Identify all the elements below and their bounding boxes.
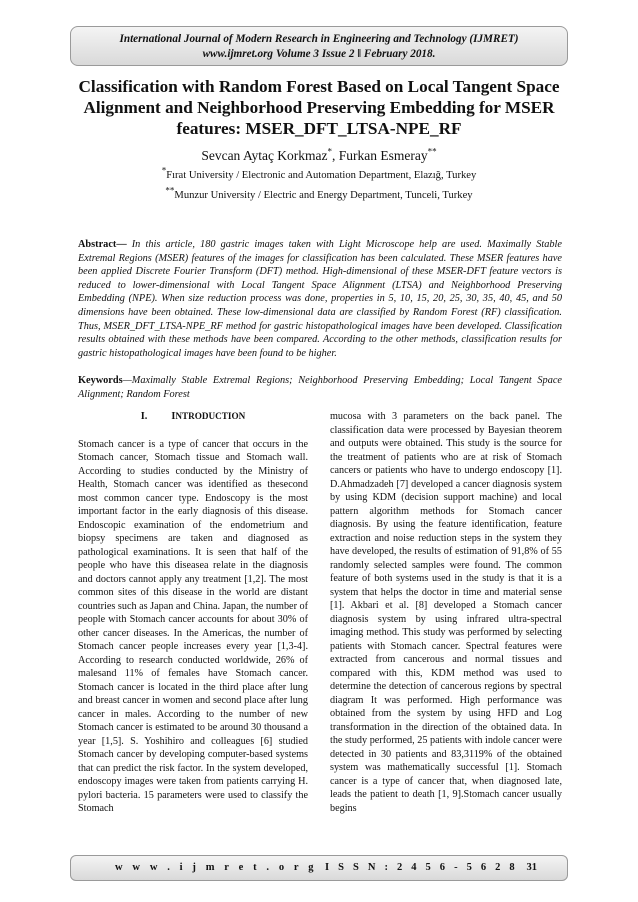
affiliation-2-mark: **	[165, 185, 175, 196]
right-column	[330, 410, 562, 815]
keywords-text: —Maximally Stable Extremal Regions; Neighborhood Preserving Embedding; Local Tangent Space Alignment; Random Forest	[78, 375, 562, 400]
abstract-label: Abstract—	[78, 239, 127, 250]
page-number: 31	[526, 862, 537, 873]
right-column-text: mucosa with 3 parameters on the back panel. The classification data were processed by Bayesian theorem and outputs were obtained. This study is the source for the treatment of patients who are at risk of Stomach cancers or patients who have to undergo endoscopy [1]. D.Ahmadzadeh [7] developed a cancer diagnosis system by using KDM (decision support machine) and local pattern algorithm methods for Stomach cancer diagnosis. By using the feature identification, feature extraction and noise reduction steps in the system they have developed, the results of estimation of 91,8% of 55 randomly selected samples were found. The common feature of both systems used in the study is that it is a system that helps the doctor in time and material sense [1]. Akbari et al. [8] developed a Stomach cancer diagnosis system by using infrared ultra-spectral imaging method. This study was performed by selecting patients with Stomach cancer. Spectral features were extracted from cancerous and normal tissues and compared with this, KDM method was used to determine the detection of cancerous regions by spectral diagram It was performed. High performance was obtained from the system by using HFD and Log transformation in the direction of the obtained data. In the study performed, 25 patients with indole cancer were detected in 30 patients and 83,3119% of the obtained system was mathematically successful [1]. Stomach cancer is a type of cancer that, when diagnosed late, leads the patient to death [1, 9].Stomach cancer usually begins	[330, 411, 562, 814]
author-separator: ,	[332, 148, 339, 163]
author-2-mark: **	[427, 146, 437, 157]
journal-volume: www.ijmret.org Volume 3 Issue 2 ǁ February 2018.	[202, 48, 436, 60]
affiliation-1	[60, 165, 578, 181]
journal-name: International Journal of Modern Research in Engineering and Technology (IJMRET)	[119, 33, 519, 45]
keywords	[78, 374, 562, 401]
journal-header	[70, 26, 568, 66]
author-line	[60, 148, 578, 164]
paper-title: Classification with Random Forest Based on Local Tangent Space Alignment and Neighborhood Preserving Embedding for MSER features: MSER_DFT_LTSA-NPE_RF	[78, 77, 560, 138]
abstract-text: In this article, 180 gastric images taken with Light Microscope help are used. Maximally Stable Extremal Regions (MSER) features of the images for classification has been calculated. These MSER features have been applied Discrete Fourier Transform (DFT) method. High-dimensional of these MSER-DFT feature vectors is reduced to lower-dimensional with Local Tangent Space Alignment (LTSA) and Neighborhood Preserving Embedding (NPE). When size reduction process was done, properties in 5, 10, 15, 20, 25, 30, 35, 40, 45, and 50 dimensions have been obtained. These low-dimensional data are classified by Random Forest (RF) classification. Thus, MSER_DFT_LTSA-NPE_RF method for gastric histopathological images have been developed. Classification results obtained with these methods have been compared. According to the other methods, classification results for gastric histopathological images have been found to be higher.	[78, 239, 562, 359]
affiliation-1-text: Fırat University / Electronic and Automation Department, Elazığ, Turkey	[166, 170, 477, 181]
author-1: Sevcan Aytaç Korkmaz	[201, 148, 328, 163]
footer-website: w w w . i j m r e t . o r g	[115, 862, 318, 873]
section-title-rest: NTRODUCTION	[175, 411, 246, 421]
page-footer	[70, 855, 568, 881]
affiliation-2-text: Munzur University / Electric and Energy Department, Tunceli, Turkey	[174, 190, 473, 201]
section-number: I.	[140, 411, 148, 422]
left-column	[78, 410, 308, 816]
section-initial: I	[171, 411, 176, 422]
footer-issn: I S S N : 2 4 5 6 - 5 6 2 8	[325, 862, 518, 873]
section-heading-introduction	[78, 410, 308, 424]
left-column-text: Stomach cancer is a type of cancer that occurs in the Stomach cancer, Stomach tissue and Stomach wall. According to studies conducted by the Ministry of Health, Stomach cancer was identified as thesecond most common cancer type. Endoscopy is the most important factor in the early diagnosis of this disease. Endoscopic examination of the endometrium and biopsy specimens are taken and diagnosed as pathological examinations. It is seen that half of the people who have this diseasea relate in the diagnosis and doctors cannot apply any treatment [1,2]. The most common sites of this disease in the world are distant countries such as Japan and China. Japan, the number of people with Stomach cancer accounts for about 30% of other cancer diseases. In the Americas, the number of Stomach cancer people increases every year [1,3-4]. According to research conducted worldwide, 26% of malesand 11% of females have Stomach cancer. Stomach cancer is located in the third place after lung and breast cancer in women and second place after lung cancer in males. According to the number of new Stomach cancer is estimated to be around 30 thousand a year [1,5]. S. Yoshihiro and colleagues [6] studied Stomach cancer by developing computer-based systems that can predict the risk factor. In the system developed, endoscopy images were taken from patients carrying H. pylori bacteria. 15 parameters were used to classify the Stomach	[78, 438, 309, 814]
affiliation-1-mark: *	[161, 165, 167, 176]
affiliation-2	[60, 185, 578, 201]
abstract	[78, 238, 562, 360]
author-2: Furkan Esmeray	[338, 148, 428, 163]
author-1-mark: *	[327, 146, 333, 157]
keywords-label: Keywords	[78, 375, 123, 386]
